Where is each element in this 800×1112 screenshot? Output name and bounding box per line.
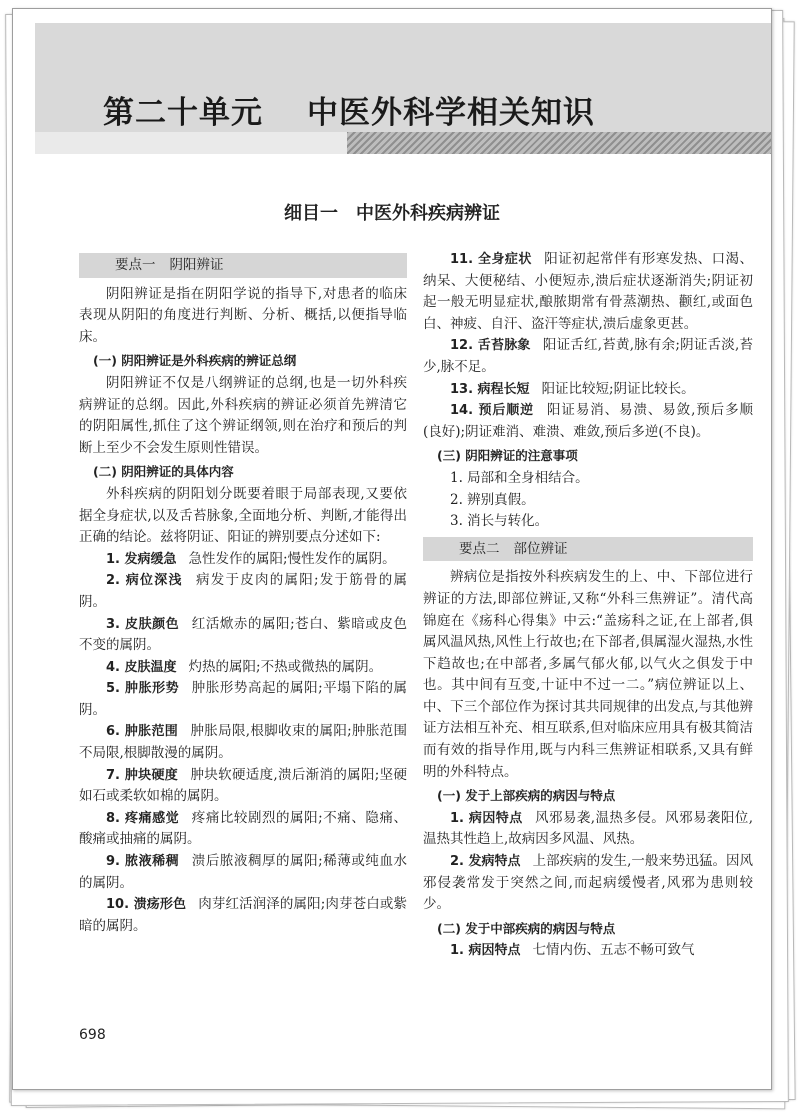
list-item: 1. 病因特点 七情内伤、五志不畅可致气 xyxy=(450,942,695,959)
list-item: 2. 发病特点 上部疾病的发生,一般来势迅猛。因风邪侵袭常发于突然之间,而起病缓慢者,风邪为患则较少。 xyxy=(423,853,753,913)
right-column xyxy=(423,249,753,962)
subheading-1-text: 阴阳辨证不仅是八纲辨证的总纲,也是一切外科疾病辨证的总纲。因此,外科疾病的辨证必须首先辨清它的阴阳属性,抓住了这个辨证纲领,则在治疗和预后的判断上至少不会发生原则性错误。 xyxy=(79,374,407,456)
stripe-band-notch xyxy=(321,132,347,154)
note-item: 1. 局部和全身相结合。 xyxy=(450,469,589,486)
decorative-stripe-band xyxy=(35,132,771,154)
list-item: 9. 脓液稀稠 溃后脓液稠厚的属阳;稀薄或纯血水的属阴。 xyxy=(79,853,407,891)
page-number: 698 xyxy=(79,1027,106,1043)
list-item: 12. 舌苔脉象 阳证舌红,苔黄,脉有余;阴证舌淡,苔少,脉不足。 xyxy=(423,337,754,375)
list-item: 1. 病因特点 风邪易袭,温热多侵。风邪易袭阳位,温热其性趋上,故病因多风温、风热。 xyxy=(423,809,753,848)
left-column xyxy=(79,249,407,937)
note-item: 3. 消长与转化。 xyxy=(450,513,549,530)
stripe-band-light-segment xyxy=(35,132,347,154)
subheading-2: (二) 阴阳辨证的具体内容 xyxy=(93,464,234,480)
list-item: 5. 肿胀形势 肿胀形势高起的属阳;平塌下陷的属阴。 xyxy=(79,680,407,718)
subheading-4: (一) 发于上部疾病的病因与特点 xyxy=(437,788,616,804)
section-title: 细目一 中医外科疾病辨证 xyxy=(284,203,500,224)
unit-subject: 中医外科学相关知识 xyxy=(307,95,595,131)
list-item: 8. 疼痛感觉 疼痛比较剧烈的属阳;不痛、隐痛、酸痛或抽痛的属阴。 xyxy=(79,809,407,848)
unit-title: 第二十单元 xyxy=(103,95,263,131)
list-item: 6. 肿胀范围 肿胀局限,根脚收束的属阳;肿胀范围不局限,根脚散漫的属阴。 xyxy=(79,723,407,762)
list-item: 1. 发病缓急 急性发作的属阳;慢性发作的属阴。 xyxy=(106,550,396,567)
subheading-5: (二) 发于中部疾病的病因与特点 xyxy=(437,920,616,936)
list-item: 4. 皮肤温度 灼热的属阳;不热或微热的属阴。 xyxy=(106,658,383,675)
list-item: 7. 肿块硬度 肿块软硬适度,溃后渐消的属阳;坚硬如石或柔软如棉的属阴。 xyxy=(79,766,407,805)
subheading-1: (一) 阴阳辨证是外科疾病的辨证总纲 xyxy=(93,353,297,369)
key-point-heading-1: 要点一 阴阳辨证 xyxy=(79,253,407,278)
list-item: 13. 病程长短 阳证比较短;阴证比较长。 xyxy=(450,380,695,397)
subheading-3: (三) 阴阳辨证的注意事项 xyxy=(437,448,578,464)
intro-paragraph: 阴阳辨证是指在阴阳学说的指导下,对患者的临床表现从阴阳的角度进行判断、分析、概括,以便指导临床。 xyxy=(79,285,407,345)
list-item: 2. 病位深浅 病发于皮肉的属阳;发于筋骨的属阴。 xyxy=(79,572,407,610)
unit-banner xyxy=(35,23,771,141)
unit-heading xyxy=(103,87,595,132)
key-point-2-text: 辨病位是指按外科疾病发生的上、中、下部位进行辨证的方法,即部位辨证,又称“外科三焦辨证”。清代高锦庭在《疡科心得集》中云:“盖疡科之证,在上部者,俱属风温风热,风性上行故也;在下部者,俱属湿火湿热,水性下趋故也;在中部者,多属气郁火郁,以气火之俱发于中也。其中间有互变,十证中不过一二。”病位辨证以上、中、下三个部位作为探讨其共同规律的出发点,与其他辨证方法相互补充、相互联系,但对临床应用具有极其简洁而有效的指导作用,既与内科三焦辨证相联系,又具有鲜明的外科特点。 xyxy=(423,569,753,780)
list-item: 3. 皮肤颜色 红活焮赤的属阳;苍白、紫暗或皮色不变的属阴。 xyxy=(79,615,407,654)
note-item: 2. 辨别真假。 xyxy=(450,491,535,508)
list-item: 10. 溃疡形色 肉芽红活润泽的属阳;肉芽苍白或紫暗的属阴。 xyxy=(79,896,407,934)
list-item: 14. 预后顺逆 阳证易消、易溃、易敛,预后多顺(良好);阴证难消、难溃、难敛,预后多逆(不良)。 xyxy=(423,402,753,440)
book-page xyxy=(12,8,772,1090)
key-point-heading-2: 要点二 部位辨证 xyxy=(423,537,753,562)
list-item: 11. 全身症状 阳证初起常伴有形寒发热、口渴、纳呆、大便秘结、小便短赤,溃后症状逐渐消失;阴证初起一般无明显症状,酿脓期常有骨蒸潮热、颧红,或面色白、神疲、自汗、盗汗等症状,溃后虚象更甚。 xyxy=(423,251,753,332)
subheading-2-text: 外科疾病的阴阳划分既要着眼于局部表现,又要依据全身症状,以及舌苔脉象,全面地分析、判断,才能得出正确的结论。兹将阴证、阳证的辨别要点分述如下: xyxy=(79,485,407,546)
